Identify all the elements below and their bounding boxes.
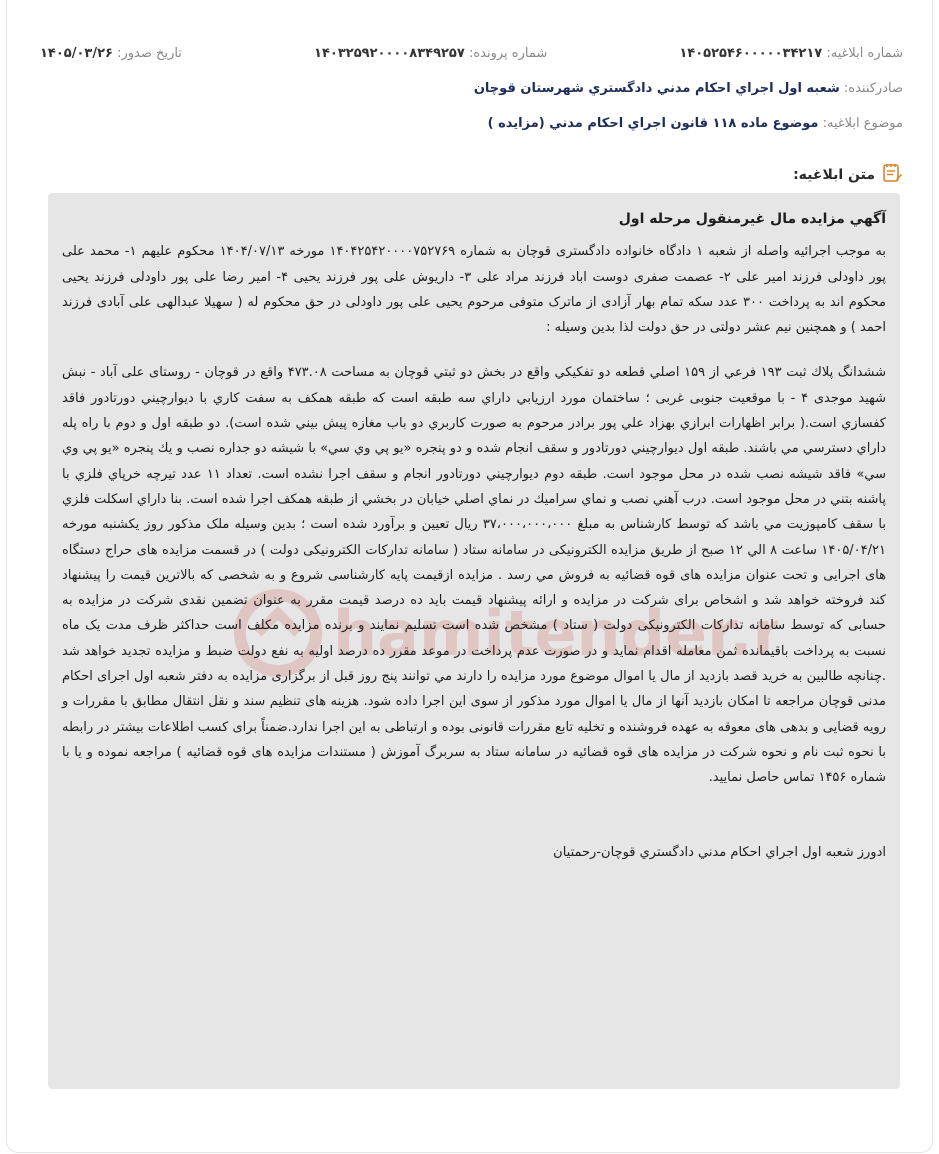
watermark-text: hamitender.n (333, 597, 778, 670)
issuer-value: شعبه اول اجراي احكام مدني دادگستري شهرستان قوچان (473, 81, 840, 96)
subject-row (40, 116, 903, 131)
notice-content-box (48, 193, 900, 1089)
case-number (314, 46, 547, 61)
notice-number-label: شماره ابلاغیه: (826, 46, 903, 61)
issue-date-value: ۱۴۰۵/۰۳/۲۶ (40, 46, 113, 61)
notice-paragraph-1: به موجب اجرائیه واصله از شعبه ۱ دادگاه خانواده دادگستری قوچان به شماره ۱۴۰۴۲۵۴۲۰۰۰۰۷۵۲۷۶۹ مورخه ۱۴۰۴/۰۷/۱۳ محکوم علیهم ۱- محمد علی پور داودلی فرزند امیر علی ۲- عصمت صفری دوست اباد فرزند مراد علی ۳- داریوش علی پور فرزند یحیی ۴- امیر رضا علی پور داودلی فرزند یحیی محکوم اند به پرداخت ۳۰۰ عدد سکه تمام بهار آزادی از ماترک متوفی مرحوم یحیی علی پور داودلی در حق محکوم له ( سهیلا عبدالهی علی آبادی فرزند احمد ) و همچنین نیم عشر دولتی در حق دولت لذا بدین وسیله : (62, 244, 886, 336)
section-heading (793, 162, 903, 188)
notice-body (62, 207, 886, 865)
issuer-label: صادرکننده: (843, 81, 903, 96)
issue-date (40, 46, 182, 61)
issue-date-label: تاریخ صدور: (117, 46, 182, 61)
subject-label: موضوع ابلاغیه: (822, 116, 903, 131)
notice-title: آگهي مزايده مال غيرمنقول مرحله اول (618, 211, 886, 227)
notice-signature: ادورز شعبه اول اجراي احكام مدني دادگستري قوچان-رحمتيان (553, 844, 886, 860)
notice-paragraph-2: ششدانگ پلاك ثبت ۱۹۳ فرعي از ۱۵۹ اصلي قطعه دو تفكيكي واقع در بخش دو ثبتي قوچان به مساحت ۴۷۳.۰۸ واقع در قوچان - روستای علی آباد - نبش شهید موجدی ۴ - با موقعیت جنوبی غربی ؛ ساختمان مورد ارزيابي داراي سه طبقه است كه طبقه همكف به سفت كاري با ديوارچيني دورتادور فاقد كفسازي است.( برابر اظهارات ابرازي بهزاد علي پور برادر مرحوم به صورت كاربري دو باب مغازه پيش بيني شده است). دو طبقه اول و دوم با راه پله داراي دسترسي مي باشند. طبقه اول ديوارچيني دورتادور و سقف انجام شده و دو پنجره «يو پي وي سي» با شيشه دو جداره نصب و يك پنجره «يو پي وي سي» فاقد شيشه نصب شده در محل موجود است. طبقه دوم ديوارچيني دورتادور انجام و سقف اجرا نشده است. تعداد ۱۱ عدد تيرچه خرپاي فلزي با پاشنه بتني در محل موجود است. درب آهني نصب و نماي سراميك در نماي اصلي خيابان در بخشي از طبقه همكف اجرا شده است. بنا داراي اسكلت فلزي با سقف كامپوزيت مي باشد كه توسط كارشناس به مبلغ ۳۷،۰۰۰،۰۰۰،۰۰۰ ريال تعيين و برآورد شده است ؛ بدين وسيله ملک مذکور روز يکشنبه مورخه ۱۴۰۵/۰۴/۲۱ ساعت ۸ الي ۱۲ صبح از طريق مزايده الکترونيکی در سامانه ستاد ( سامانه تدارکات الکترونيکی دولت ) در قسمت مزايده های حراج دستگاه های اجرايی و تحت عنوان مزايده های قوه قضائيه به فروش مي رسد . مزايده ازقيمت پايه کارشناسی شروع و به شخصی که بالاترين قيمت را پيشنهاد کند فروخته خواهد شد و اشخاص برای شرکت در مزايده و ارائه پيشنهاد قيمت بايد ده درصد قيمت مقرر به عنوان تضمين نقدی شرکت در مزايده به حسابی که توسط سامانه تدارکات الکترونيکی دولت ( ستاد ) مشخص شده است تسليم نمايند و برنده مزايده مکلف است حداکثر ظرف مدت يک ماه نسبت به پرداخت باقيمانده ثمن معامله اقدام نمايد و در صورت عدم پرداخت در موعد مقرر ده درصد اوليه به نفع دولت ضبط و مزايده تجديد خواهد شد .چنانچه طالبين به خريد قصد بازديد از مال يا اموال موضوع مورد مزايده را دارند مي توانند پنج روز قبل از برگزاری مزايده به دفتر شعبه اول اجرای احکام مدنی قوچان مراجعه تا امکان بازديد آنها از مال يا اموال مورد مذکور از سوی اين اجرا داده شود. هزينه های تنظيم سند و نقل انتقال مطابق با مقررات و رويه قضايی و بدهی های معوقه به عهده فروشنده و تخليه تابع مقررات قانونی بوده و ارتباطی به اين اجرا ندارد.ضمناً برای کسب اطلاعات بيشتر در رابطه با نحوه ثبت نام و نحوه شرکت در مزايده های قوه قضائيه در سامانه ستاد به سربرگ آموزش ( مستندات مزايده های قوه قضائيه ) مراجعه نموده و يا با شماره ۱۴۵۶ تماس حاصل نماييد. (62, 365, 886, 786)
notice-number (679, 46, 903, 61)
case-number-value: ۱۴۰۳۲۵۹۲۰۰۰۰۸۳۴۹۲۵۷ (314, 46, 465, 61)
subject-value: موضوع ماده ۱۱۸ قانون اجراي احكام مدني (مزايده ) (487, 116, 819, 131)
section-title: متن ابلاغیه: (793, 167, 875, 183)
case-number-label: شماره پرونده: (468, 46, 548, 61)
notepad-icon (881, 162, 903, 188)
notice-number-value: ۱۴۰۵۲۵۴۶۰۰۰۰۰۳۴۲۱۷ (679, 46, 823, 61)
issuer-row (40, 81, 903, 96)
notice-meta-row (40, 46, 903, 61)
